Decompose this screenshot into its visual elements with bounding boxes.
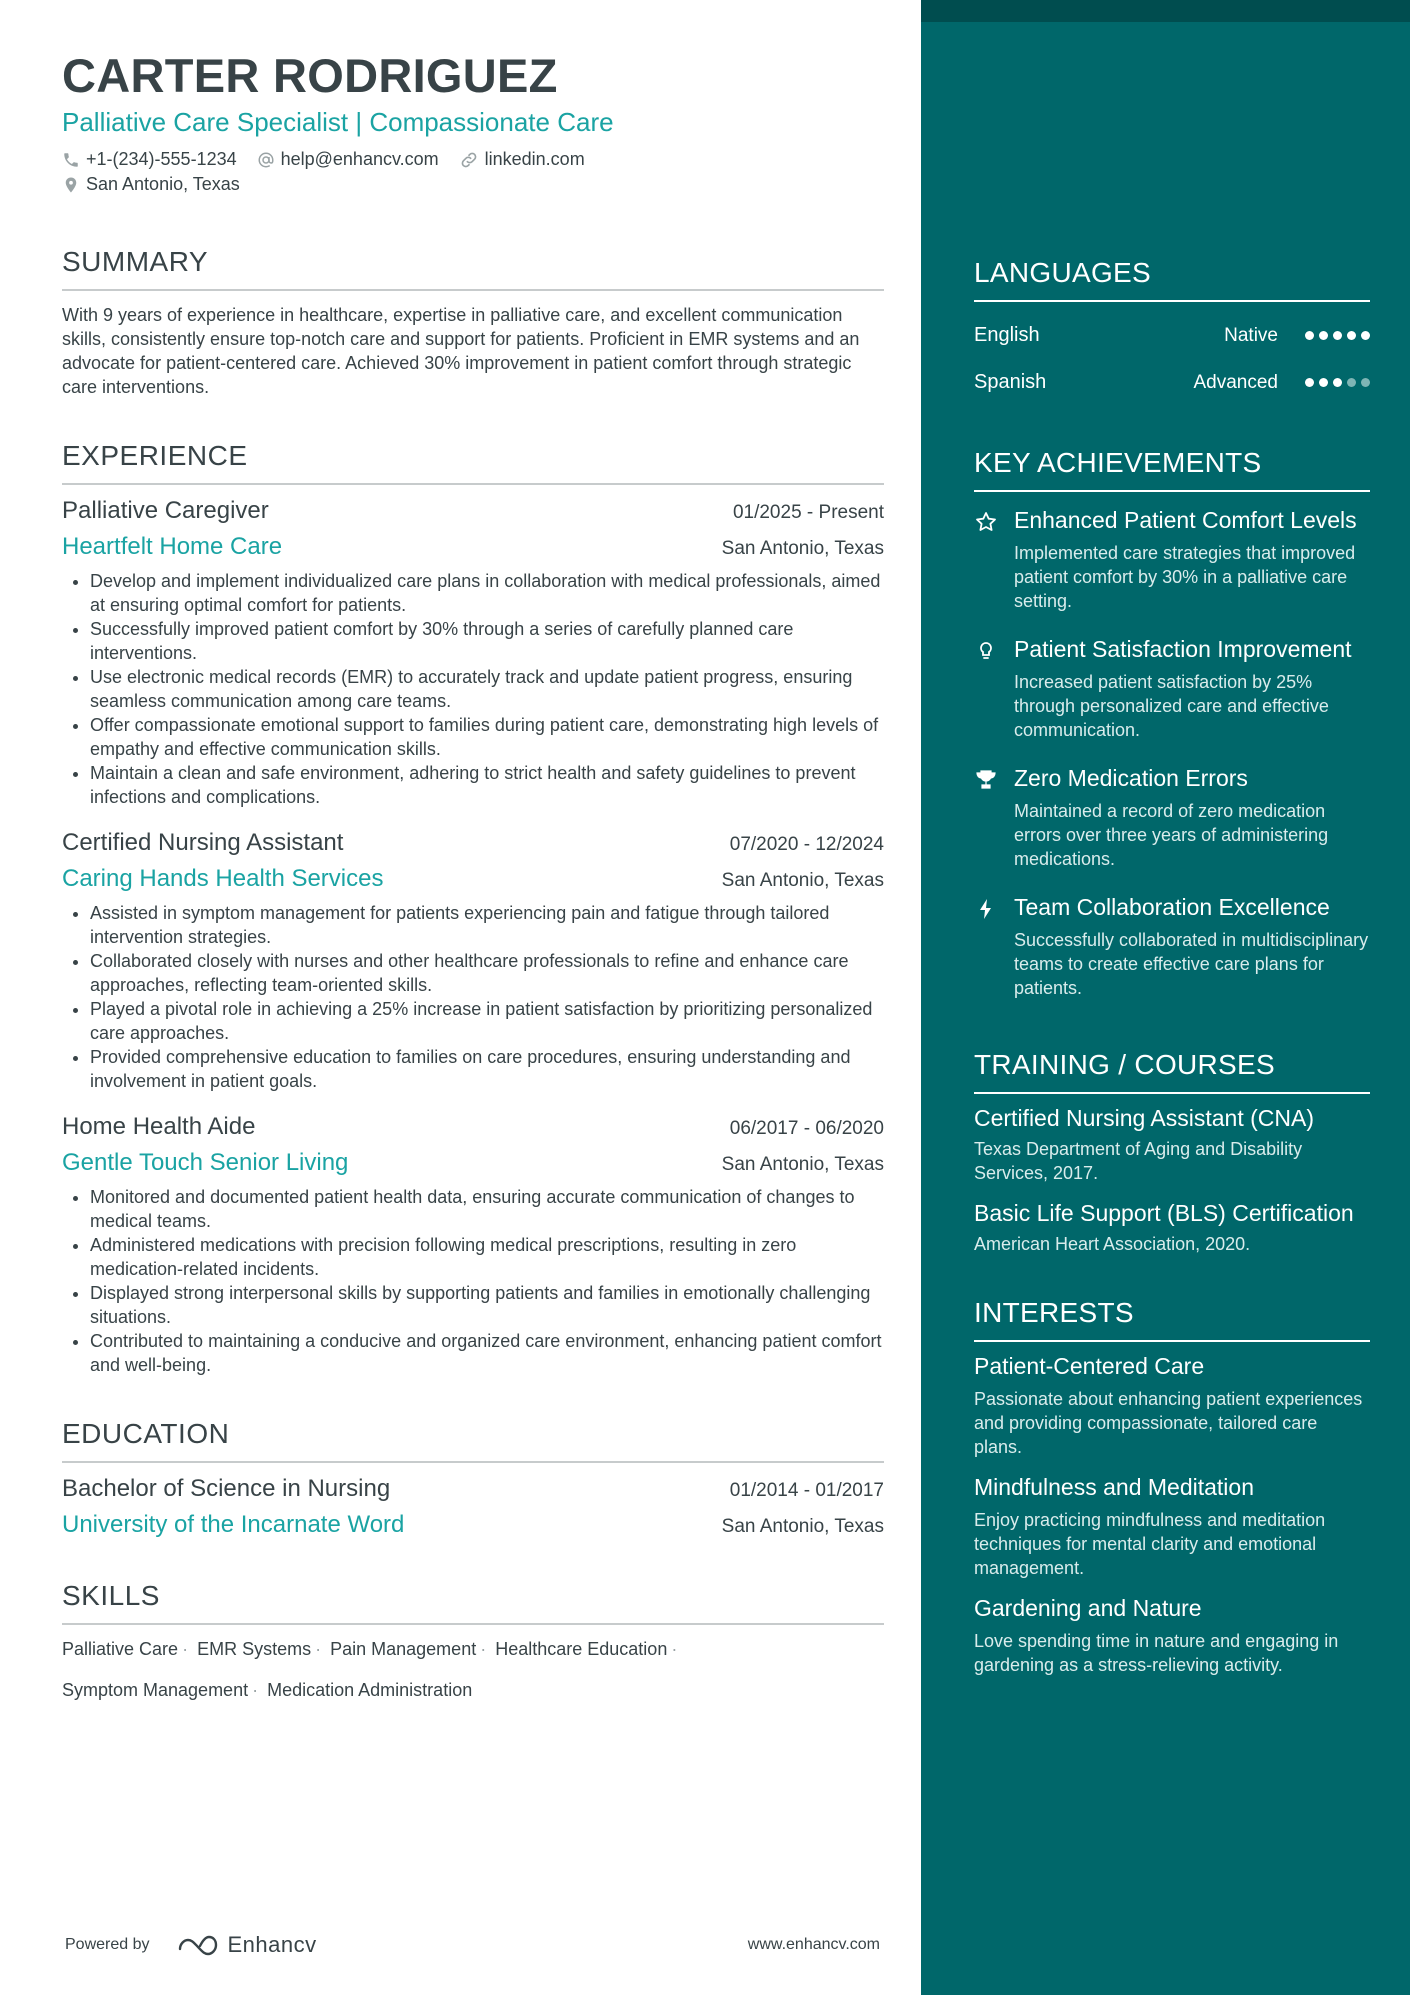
interest-title: Mindfulness and Meditation (974, 1474, 1254, 1500)
language-rating-dots (1300, 378, 1370, 387)
job-bullets (62, 901, 884, 1093)
language-name: Spanish (974, 371, 1047, 393)
job-bullet: • Use electronic medical records (EMR) to accurately track and update patient progress, ensuring seamless communication among care teams. (90, 665, 884, 713)
achievement-title: Patient Satisfaction Improvement (1014, 636, 1352, 662)
contact-row-2 (62, 174, 884, 195)
job-bullets (62, 569, 884, 809)
skills-title: SKILLS (62, 1579, 884, 1625)
languages-section (974, 256, 1370, 406)
job-location: San Antonio, Texas (721, 870, 884, 891)
bolt-icon (974, 897, 998, 921)
job-bullet: • Successfully improved patient comfort by 30% through a series of carefully planned care interventions. (90, 617, 884, 665)
job-bullet: • Maintain a clean and safe environment, adhering to strict health and safety guidelines to prevent infections and complications. (90, 761, 884, 809)
at-icon (257, 151, 275, 169)
star-icon (974, 510, 998, 534)
interest-item (974, 1594, 1370, 1677)
training-title: TRAINING / COURSES (974, 1048, 1370, 1094)
powered-by-label: Powered by (65, 1936, 150, 1953)
skills-list: Palliative Care · EMR Systems · Pain Management · Healthcare Education · Symptom Management · Medication Administration (62, 1639, 678, 1700)
interest-item (974, 1352, 1370, 1459)
job-date: 07/2020 - 12/2024 (729, 834, 884, 855)
rating-dot (1319, 378, 1328, 387)
job-bullets (62, 1185, 884, 1377)
job-entry (62, 1113, 884, 1377)
course-item (974, 1104, 1370, 1185)
rating-dot (1319, 331, 1328, 340)
achievement-desc: Increased patient satisfaction by 25% through personalized care and effective communication. (1014, 672, 1329, 740)
job-location: San Antonio, Texas (721, 1154, 884, 1175)
experience-title: EXPERIENCE (62, 439, 884, 485)
main-column (62, 48, 884, 1711)
summary-title: SUMMARY (62, 245, 884, 291)
language-rating-dots (1300, 331, 1370, 340)
achievement-desc: Implemented care strategies that improved patient comfort by 30% in a palliative care setting. (1014, 543, 1356, 611)
course-desc: Texas Department of Aging and Disability Services, 2017. (974, 1139, 1303, 1183)
skill-item: Symptom Management (62, 1680, 249, 1700)
achievement-desc: Successfully collaborated in multidisciplinary teams to create effective care plans for patients. (1014, 930, 1369, 998)
headline: Palliative Care Specialist | Compassionate Care (62, 107, 614, 137)
enhancv-logo-icon (176, 1933, 222, 1957)
language-name: English (974, 324, 1040, 346)
skill-item: Healthcare Education (495, 1639, 668, 1659)
training-section (974, 1048, 1370, 1256)
job-date: 06/2017 - 06/2020 (729, 1118, 884, 1139)
footer (65, 1932, 880, 1958)
job-bullet: • Displayed strong interpersonal skills by supporting patients and families in emotionally challenging situations. (90, 1281, 884, 1329)
contact-linkedin[interactable] (459, 149, 585, 170)
skill-item: EMR Systems (197, 1639, 312, 1659)
contact-row (62, 149, 884, 170)
job-bullet: • Monitored and documented patient health data, ensuring accurate communication of changes to medical teams. (90, 1185, 884, 1233)
job-date: 01/2025 - Present (732, 502, 884, 523)
course-title: Certified Nursing Assistant (CNA) (974, 1105, 1314, 1131)
job-bullet: • Offer compassionate emotional support to families during patient care, demonstrating high levels of empathy and effective communication skills. (90, 713, 884, 761)
lightbulb-icon (974, 639, 998, 663)
rating-dot (1305, 378, 1314, 387)
achievement-item (974, 506, 1370, 621)
summary-text: With 9 years of experience in healthcare, expertise in palliative care, and excellent communication skills, consistently ensure top-notch care and support for patients. Proficient in EMR systems and an advocate for patient-centered care. Achieved 30% improvement in patient comfort through strategic care interventions. (62, 305, 860, 397)
rating-dot (1333, 331, 1342, 340)
interest-item (974, 1473, 1370, 1580)
job-title: Certified Nursing Assistant (62, 829, 344, 856)
contact-location (62, 174, 240, 195)
job-title: Home Health Aide (62, 1113, 256, 1140)
job-bullet: • Administered medications with precision following medical prescriptions, resulting in zero medication-related incidents. (90, 1233, 884, 1281)
rating-dot (1305, 331, 1314, 340)
sidebar-top-bar (921, 0, 1410, 22)
achievement-item (974, 893, 1370, 1008)
enhancv-logo[interactable] (176, 1932, 317, 1958)
education-location: San Antonio, Texas (721, 1516, 884, 1537)
skill-item: Pain Management (330, 1639, 477, 1659)
skill-item: Medication Administration (267, 1680, 473, 1700)
job-company: Heartfelt Home Care (62, 533, 283, 560)
location-text: San Antonio, Texas (86, 174, 240, 194)
job-bullet: • Develop and implement individualized care plans in collaboration with medical professionals, aimed at ensuring optimal comfort for patients. (90, 569, 884, 617)
contact-phone[interactable] (62, 149, 237, 170)
school: University of the Incarnate Word (62, 1511, 405, 1538)
job-entry (62, 497, 884, 809)
achievement-title: Zero Medication Errors (1014, 765, 1248, 791)
language-level: Advanced (1193, 371, 1278, 393)
interest-desc: Love spending time in nature and engaging in gardening as a stress-relieving activity. (974, 1631, 1339, 1675)
sidebar (921, 0, 1410, 1995)
rating-dot (1347, 378, 1356, 387)
achievement-item (974, 635, 1370, 750)
rating-dot (1361, 331, 1370, 340)
interest-desc: Enjoy practicing mindfulness and meditation techniques for mental clarity and emotional management. (974, 1510, 1326, 1578)
candidate-name: CARTER RODRIGUEZ (62, 49, 558, 102)
location-pin-icon (62, 175, 80, 195)
degree: Bachelor of Science in Nursing (62, 1475, 391, 1502)
languages-title: LANGUAGES (974, 256, 1370, 302)
course-title: Basic Life Support (BLS) Certification (974, 1200, 1354, 1226)
interest-title: Patient-Centered Care (974, 1353, 1205, 1379)
summary-section (62, 245, 884, 399)
achievements-section (974, 446, 1370, 1008)
course-desc: American Heart Association, 2020. (974, 1234, 1251, 1254)
linkedin-text: linkedin.com (484, 149, 585, 169)
link-icon (459, 150, 479, 170)
rating-dot (1347, 331, 1356, 340)
phone-text: +1-(234)-555-1234 (86, 149, 237, 169)
education-title: EDUCATION (62, 1417, 884, 1463)
phone-icon (62, 151, 80, 169)
job-entry (62, 829, 884, 1093)
course-item (974, 1199, 1370, 1256)
job-location: San Antonio, Texas (721, 538, 884, 559)
experience-section (62, 439, 884, 1377)
achievement-title: Enhanced Patient Comfort Levels (1014, 507, 1357, 533)
skill-item: Palliative Care (62, 1639, 179, 1659)
brand-name: Enhancv (227, 1932, 317, 1957)
contact-email[interactable] (257, 149, 439, 170)
job-bullet: • Assisted in symptom management for patients experiencing pain and fatigue through tailored intervention strategies. (90, 901, 884, 949)
job-company: Gentle Touch Senior Living (62, 1149, 349, 1176)
interest-title: Gardening and Nature (974, 1595, 1202, 1621)
skills-section (62, 1579, 884, 1711)
interests-section (974, 1296, 1370, 1677)
achievement-desc: Maintained a record of zero medication errors over three years of administering medications. (1014, 801, 1329, 869)
footer-url[interactable]: www.enhancv.com (747, 1936, 880, 1953)
education-date: 01/2014 - 01/2017 (729, 1480, 884, 1501)
language-row (974, 312, 1370, 359)
language-row (974, 359, 1370, 406)
job-bullet: • Collaborated closely with nurses and other healthcare professionals to refine and enhance care approaches, reflecting team-oriented skills. (90, 949, 884, 997)
education-section (62, 1417, 884, 1539)
email-text: help@enhancv.com (280, 149, 439, 169)
job-bullet: • Played a pivotal role in achieving a 25% increase in patient satisfaction by prioritizing personalized care approaches. (90, 997, 884, 1045)
job-company: Caring Hands Health Services (62, 865, 384, 892)
rating-dot (1333, 378, 1342, 387)
job-bullet: • Provided comprehensive education to families on care procedures, ensuring understanding and involvement in patient goals. (90, 1045, 884, 1093)
language-level: Native (1224, 324, 1278, 346)
trophy-icon (974, 768, 998, 792)
interests-title: INTERESTS (974, 1296, 1370, 1342)
job-title: Palliative Caregiver (62, 497, 269, 524)
job-bullet: • Contributed to maintaining a conducive and organized care environment, enhancing patient comfort and well-being. (90, 1329, 884, 1377)
achievement-item (974, 764, 1370, 879)
achievement-title: Team Collaboration Excellence (1014, 894, 1330, 920)
rating-dot (1361, 378, 1370, 387)
achievements-title: KEY ACHIEVEMENTS (974, 446, 1370, 492)
interest-desc: Passionate about enhancing patient experiences and providing compassionate, tailored care plans. (974, 1389, 1363, 1457)
